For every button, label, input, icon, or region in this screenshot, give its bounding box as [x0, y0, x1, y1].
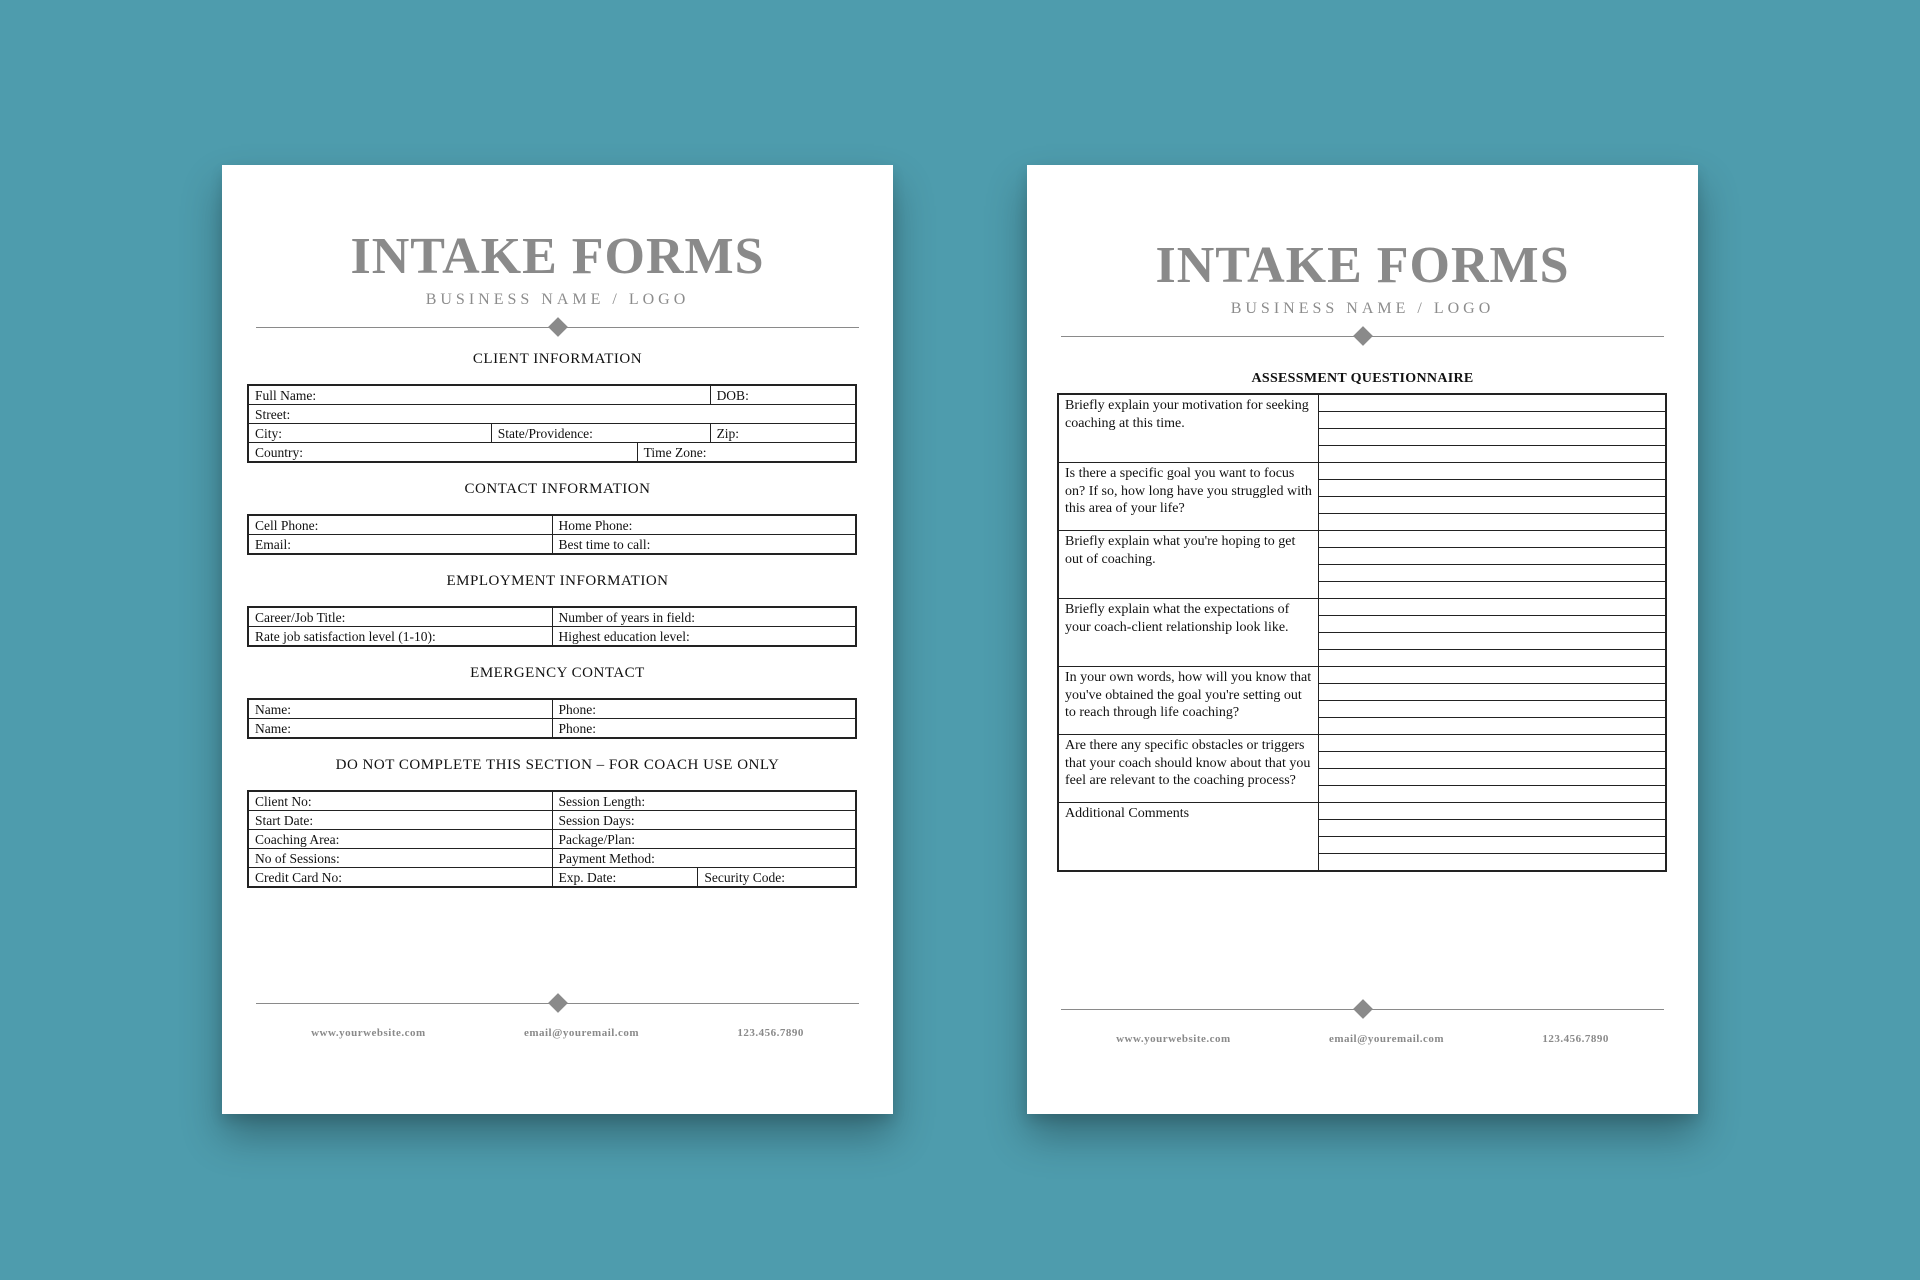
answer-line[interactable]: [1319, 633, 1667, 650]
answer-line[interactable]: [1319, 837, 1667, 854]
answer-line[interactable]: [1319, 463, 1667, 480]
answer-line[interactable]: [1319, 684, 1667, 701]
years-field[interactable]: Number of years in field:: [552, 607, 856, 627]
satisfaction-field[interactable]: Rate job satisfaction level (1-10):: [248, 627, 552, 647]
assessment-questionnaire-table: [1057, 393, 1667, 872]
question-text: Briefly explain what the expectations of your coach-client relationship look like.: [1058, 599, 1319, 667]
diamond-ornament: [1353, 326, 1373, 346]
answer-line[interactable]: [1319, 480, 1667, 497]
answer-line[interactable]: [1319, 752, 1667, 769]
security-code-field[interactable]: Security Code:: [698, 868, 856, 888]
diamond-ornament: [548, 317, 568, 337]
answer-line[interactable]: [1319, 394, 1667, 412]
emergency-name-field[interactable]: Name:: [248, 699, 552, 719]
section-heading-contact: CONTACT INFORMATION: [464, 481, 651, 497]
question-text: Additional Comments: [1058, 803, 1319, 872]
best-time-field[interactable]: Best time to call:: [552, 535, 856, 555]
answer-line[interactable]: [1319, 650, 1667, 667]
footer-phone: 123.456.7890: [737, 1027, 804, 1039]
answer-line[interactable]: [1319, 565, 1667, 582]
career-field[interactable]: Career/Job Title:: [248, 607, 552, 627]
contact-information-table: [247, 514, 857, 555]
answer-line[interactable]: [1319, 667, 1667, 684]
client-no-field[interactable]: Client No:: [248, 791, 552, 811]
cell-phone-field[interactable]: Cell Phone:: [248, 515, 552, 535]
footer-divider: [256, 993, 859, 1013]
section-heading-assessment: ASSESSMENT QUESTIONNAIRE: [1251, 371, 1474, 386]
footer-email: email@youremail.com: [1328, 1033, 1445, 1045]
diamond-ornament: [548, 993, 568, 1013]
section-heading-emergency: EMERGENCY CONTACT: [470, 665, 645, 681]
country-field[interactable]: Country:: [248, 443, 637, 463]
footer-phone: 123.456.7890: [1542, 1033, 1609, 1045]
intake-form-page-client: [222, 165, 893, 1114]
section-heading-employment: EMPLOYMENT INFORMATION: [446, 573, 669, 589]
page-footer: [1027, 991, 1698, 1045]
question-text: In your own words, how will you know that you've obtained the goal you're setting out to reach through life coaching?: [1058, 667, 1319, 735]
dob-field[interactable]: DOB:: [710, 385, 856, 405]
email-field[interactable]: Email:: [248, 535, 552, 555]
footer-divider: [1061, 999, 1664, 1019]
section-heading-client: CLIENT INFORMATION: [472, 351, 643, 367]
street-field[interactable]: Street:: [248, 405, 856, 424]
answer-line[interactable]: [1319, 514, 1667, 531]
emergency-contact-table: [247, 698, 857, 739]
question-text: Are there any specific obstacles or triggers that your coach should know about that you feel are relevant to the coaching process?: [1058, 735, 1319, 803]
answer-line[interactable]: [1319, 735, 1667, 752]
header-divider: [1061, 326, 1664, 346]
employment-information-table: [247, 606, 857, 647]
question-text: Is there a specific goal you want to focus on? If so, how long have you struggled with this area of your life?: [1058, 463, 1319, 531]
answer-line[interactable]: [1319, 701, 1667, 718]
page-footer: [222, 985, 893, 1039]
state-field[interactable]: State/Providence:: [491, 424, 710, 443]
page-title: INTAKE FORMS: [1155, 237, 1570, 294]
home-phone-field[interactable]: Home Phone:: [552, 515, 856, 535]
coach-use-table: [247, 790, 857, 888]
answer-line[interactable]: [1319, 548, 1667, 565]
business-name-logo: BUSINESS NAME / LOGO: [425, 291, 690, 308]
answer-line[interactable]: [1319, 412, 1667, 429]
no-sessions-field[interactable]: No of Sessions:: [248, 849, 552, 868]
start-date-field[interactable]: Start Date:: [248, 811, 552, 830]
answer-line[interactable]: [1319, 429, 1667, 446]
session-length-field[interactable]: Session Length:: [552, 791, 856, 811]
city-field[interactable]: City:: [248, 424, 491, 443]
answer-line[interactable]: [1319, 803, 1667, 820]
answer-line[interactable]: [1319, 718, 1667, 735]
emergency-phone-field[interactable]: Phone:: [552, 719, 856, 739]
session-days-field[interactable]: Session Days:: [552, 811, 856, 830]
footer-email: email@youremail.com: [523, 1027, 640, 1039]
answer-line[interactable]: [1319, 531, 1667, 548]
education-field[interactable]: Highest education level:: [552, 627, 856, 647]
emergency-phone-field[interactable]: Phone:: [552, 699, 856, 719]
question-text: Briefly explain what you're hoping to get out of coaching.: [1058, 531, 1319, 599]
diamond-ornament: [1353, 999, 1373, 1019]
footer-website: www.yourwebsite.com: [1116, 1033, 1231, 1045]
coaching-area-field[interactable]: Coaching Area:: [248, 830, 552, 849]
answer-line[interactable]: [1319, 769, 1667, 786]
package-plan-field[interactable]: Package/Plan:: [552, 830, 856, 849]
emergency-name-field[interactable]: Name:: [248, 719, 552, 739]
full-name-field[interactable]: Full Name:: [248, 385, 710, 405]
answer-line[interactable]: [1319, 616, 1667, 633]
time-zone-field[interactable]: Time Zone:: [637, 443, 856, 463]
answer-line[interactable]: [1319, 786, 1667, 803]
answer-line[interactable]: [1319, 582, 1667, 599]
business-name-logo: BUSINESS NAME / LOGO: [1230, 300, 1495, 317]
page-title: INTAKE FORMS: [350, 228, 765, 285]
intake-form-page-assessment: [1027, 165, 1698, 1114]
header-divider: [256, 317, 859, 337]
payment-method-field[interactable]: Payment Method:: [552, 849, 856, 868]
answer-line[interactable]: [1319, 854, 1667, 872]
answer-line[interactable]: [1319, 446, 1667, 463]
answer-line[interactable]: [1319, 599, 1667, 616]
credit-card-field[interactable]: Credit Card No:: [248, 868, 552, 888]
answer-line[interactable]: [1319, 497, 1667, 514]
section-heading-coach-use: DO NOT COMPLETE THIS SECTION – FOR COACH USE ONLY: [335, 757, 780, 773]
footer-website: www.yourwebsite.com: [311, 1027, 426, 1039]
exp-date-field[interactable]: Exp. Date:: [552, 868, 698, 888]
question-text: Briefly explain your motivation for seeking coaching at this time.: [1058, 394, 1319, 463]
answer-line[interactable]: [1319, 820, 1667, 837]
zip-field[interactable]: Zip:: [710, 424, 856, 443]
client-information-table: [247, 384, 857, 463]
